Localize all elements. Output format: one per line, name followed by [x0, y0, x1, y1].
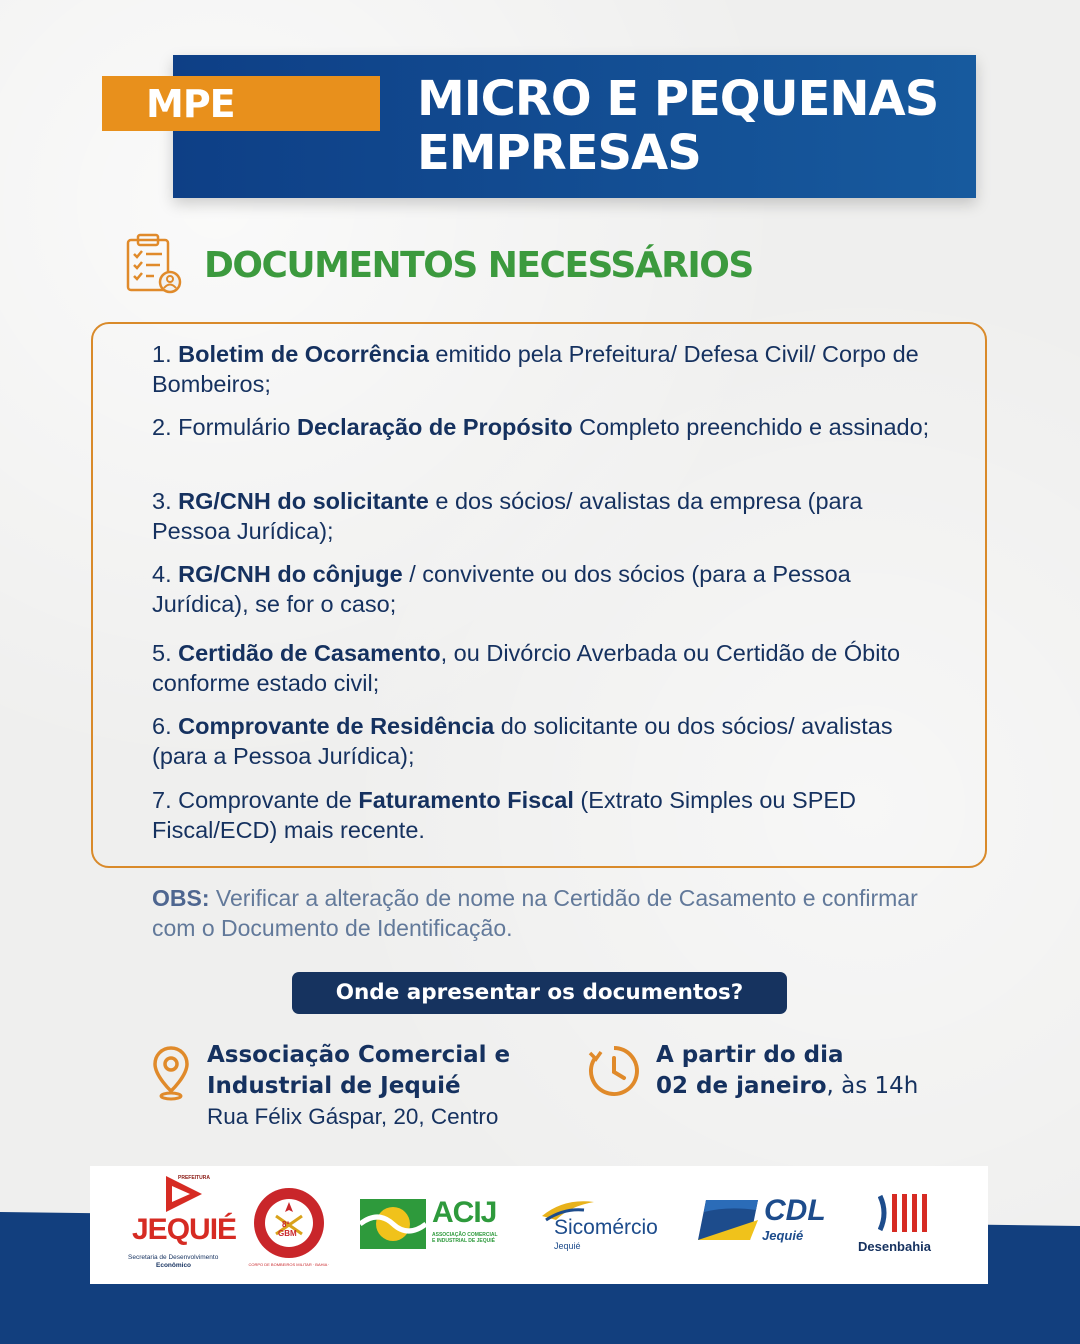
- document-item-2: 2. Formulário Declaração de Propósito Completo preenchido e assinado;: [152, 414, 930, 440]
- schedule-date: 02 de janeiro: [656, 1073, 827, 1099]
- prefeitura-jequie-logo: PREFEITURA JEQUIÉ Secretaria de Desenvolvimento Econômico: [126, 1172, 236, 1272]
- obs-note: [152, 883, 942, 943]
- schedule-time: , às 14h: [826, 1073, 919, 1099]
- acij-logo: ACIJ ASSOCIAÇÃO COMERCIAL E INDUSTRIAL DE JEQUIÉ: [358, 1196, 508, 1254]
- bombeiros-logo: 8º GBM CORPO DE BOMBEIROS MILITAR · BAHIA ·: [252, 1186, 326, 1260]
- desenbahia-logo: Desenbahia: [856, 1190, 956, 1256]
- clock-icon: [586, 1043, 642, 1099]
- page-title: [417, 72, 977, 180]
- section-title: DOCUMENTOS NECESSÁRIOS: [204, 245, 753, 286]
- mpe-badge: [102, 76, 380, 131]
- location-pin-icon: [152, 1045, 190, 1101]
- document-item-5: 5. Certidão de Casamento, ou Divórcio Averbada ou Certidão de Óbito conforme estado civil;: [152, 640, 901, 696]
- location-name: Associação Comercial e Industrial de Jequié: [207, 1042, 511, 1099]
- sicomercio-logo: Sicomércio Jequié: [540, 1196, 670, 1256]
- mpe-badge-label: MPE: [146, 82, 235, 126]
- location-address: Rua Félix Gáspar, 20, Centro: [207, 1104, 499, 1129]
- page-title-line2: EMPRESAS: [417, 125, 701, 181]
- clipboard-checklist-icon: [124, 232, 184, 296]
- page-title-line1: MICRO E PEQUENAS: [417, 71, 939, 127]
- document-item-1: 1. Boletim de Ocorrência emitido pela Prefeitura/ Defesa Civil/ Corpo de Bombeiros;: [152, 341, 919, 397]
- desenbahia-mark-icon: [878, 1190, 938, 1236]
- document-item-3: 3. RG/CNH do solicitante e dos sócios/ avalistas da empresa (para Pessoa Jurídica);: [152, 488, 863, 544]
- document-item-7: 7. Comprovante de Faturamento Fiscal (Extrato Simples ou SPED Fiscal/ECD) mais recente.: [152, 787, 857, 843]
- cdl-mark-icon: [698, 1196, 760, 1244]
- where-question-badge: Onde apresentar os documentos?: [292, 972, 787, 1014]
- obs-text: Verificar a alteração de nome na Certidão de Casamento e confirmar com o Documento de Identificação.: [152, 885, 918, 941]
- document-item-6: 6. Comprovante de Residência do solicitante ou dos sócios/ avalistas (para a Pessoa Jurídica);: [152, 713, 893, 769]
- schedule-info: A partir do dia 02 de janeiro, às 14h: [656, 1042, 919, 1099]
- obs-label: OBS:: [152, 885, 210, 911]
- acij-mark-icon: [358, 1196, 428, 1252]
- document-item-4: 4. RG/CNH do cônjuge / convivente ou dos sócios (para a Pessoa Jurídica), se for o caso;: [152, 561, 851, 617]
- cdl-logo: CDL Jequié: [698, 1196, 832, 1246]
